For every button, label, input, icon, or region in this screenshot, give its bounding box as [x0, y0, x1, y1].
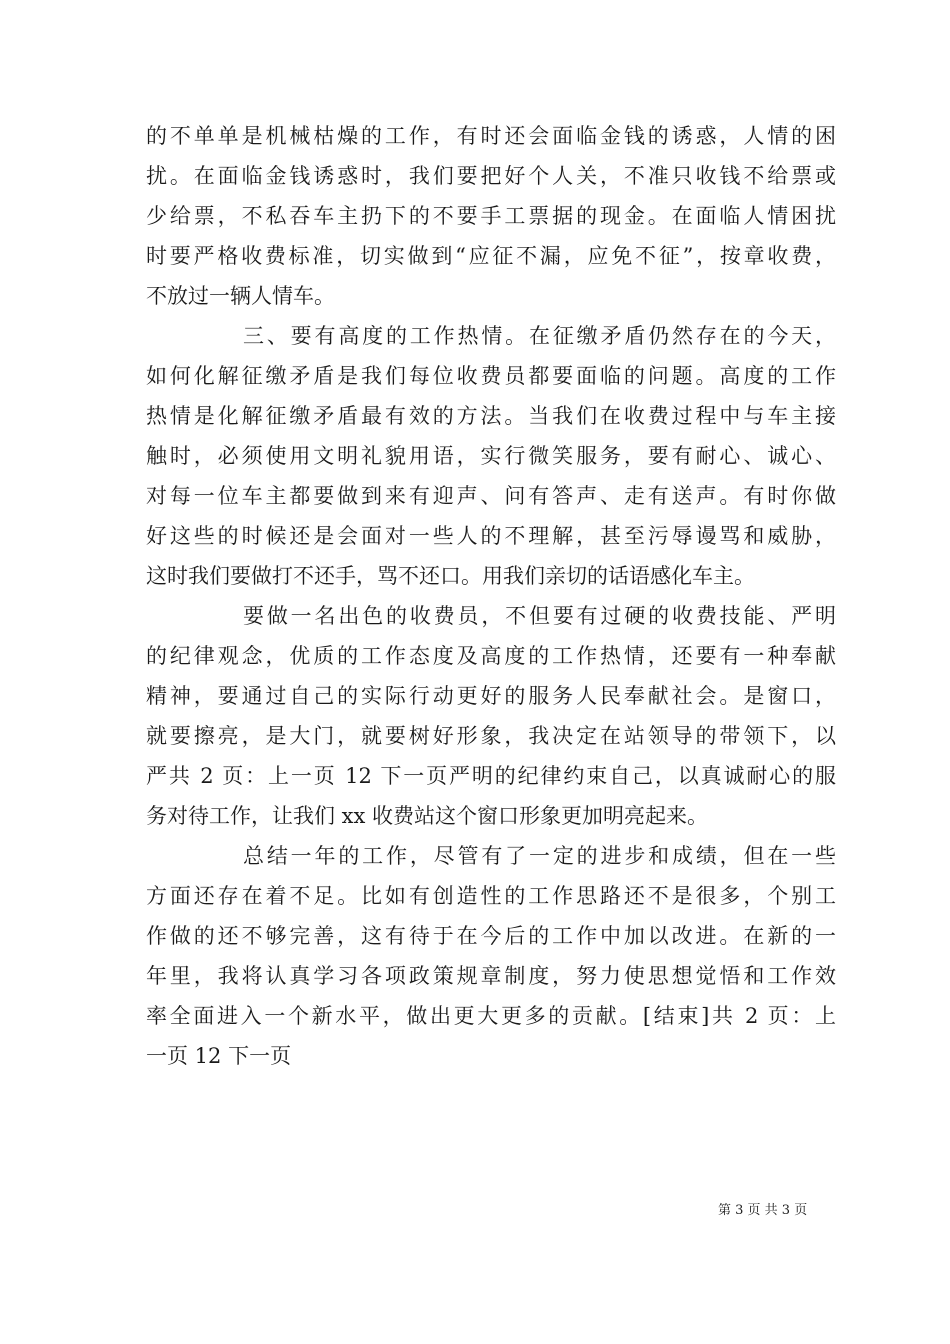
text-line: 时要严格收费标准，切实做到“应征不漏，应免不征”，按章收费， — [146, 244, 836, 268]
text-line: 作做的还不够完善，这有待于在今后的工作中加以改进。在新的一 — [146, 924, 836, 948]
text-line: 触时，必须使用文明礼貌用语，实行微笑服务，要有耐心、诚心、 — [146, 444, 836, 468]
text-line: 少给票，不私吞车主扔下的不要手工票据的现金。在面临人情困扰 — [146, 204, 836, 228]
text-line: 务对待工作，让我们 xx 收费站这个窗口形象更加明亮起来。 — [146, 804, 709, 828]
text-line: 如何化解征缴矛盾是我们每位收费员都要面临的问题。高度的工作 — [146, 364, 836, 388]
text-line: 好这些的时候还是会面对一些人的不理解，甚至污辱谩骂和威胁， — [146, 524, 836, 548]
text-line: 年里，我将认真学习各项政策规章制度，努力使思想觉悟和工作效 — [146, 964, 836, 988]
text-line: 一页 12 下一页 — [146, 1044, 292, 1068]
text-line: 严共 2 页：上一页 12 下一页严明的纪律约束自己，以真诚耐心的服 — [146, 764, 836, 788]
text-line: 这时我们要做打不还手，骂不还口。用我们亲切的话语感化车主。 — [146, 564, 755, 588]
paragraph-start-line: 要做一名出色的收费员，不但要有过硬的收费技能、严明 — [243, 604, 836, 628]
text-line: 就要擦亮，是大门，就要树好形象，我决定在站领导的带领下，以 — [146, 724, 836, 748]
paragraph-start-line: 三、要有高度的工作热情。在征缴矛盾仍然存在的今天， — [243, 324, 836, 348]
text-line: 对每一位车主都要做到来有迎声、问有答声、走有送声。有时你做 — [146, 484, 836, 508]
text-line: 扰。在面临金钱诱惑时，我们要把好个人关，不准只收钱不给票或 — [146, 164, 836, 188]
text-line: 的不单单是机械枯燥的工作，有时还会面临金钱的诱惑，人情的困 — [146, 124, 836, 148]
page-number-footer: 第 3 页 共 3 页 — [718, 1203, 808, 1218]
text-line: 率全面进入一个新水平，做出更大更多的贡献。[结束]共 2 页：上 — [146, 1004, 836, 1028]
text-line: 精神，要通过自己的实际行动更好的服务人民奉献社会。是窗口， — [146, 684, 836, 708]
document-body — [146, 116, 836, 1076]
text-line: 热情是化解征缴矛盾最有效的方法。当我们在收费过程中与车主接 — [146, 404, 836, 428]
text-line: 的纪律观念，优质的工作态度及高度的工作热情，还要有一种奉献 — [146, 644, 836, 668]
paragraph-start-line: 总结一年的工作，尽管有了一定的进步和成绩，但在一些 — [243, 844, 836, 868]
text-line: 不放过一辆人情车。 — [146, 284, 335, 308]
text-line: 方面还存在着不足。比如有创造性的工作思路还不是很多，个别工 — [146, 884, 836, 908]
